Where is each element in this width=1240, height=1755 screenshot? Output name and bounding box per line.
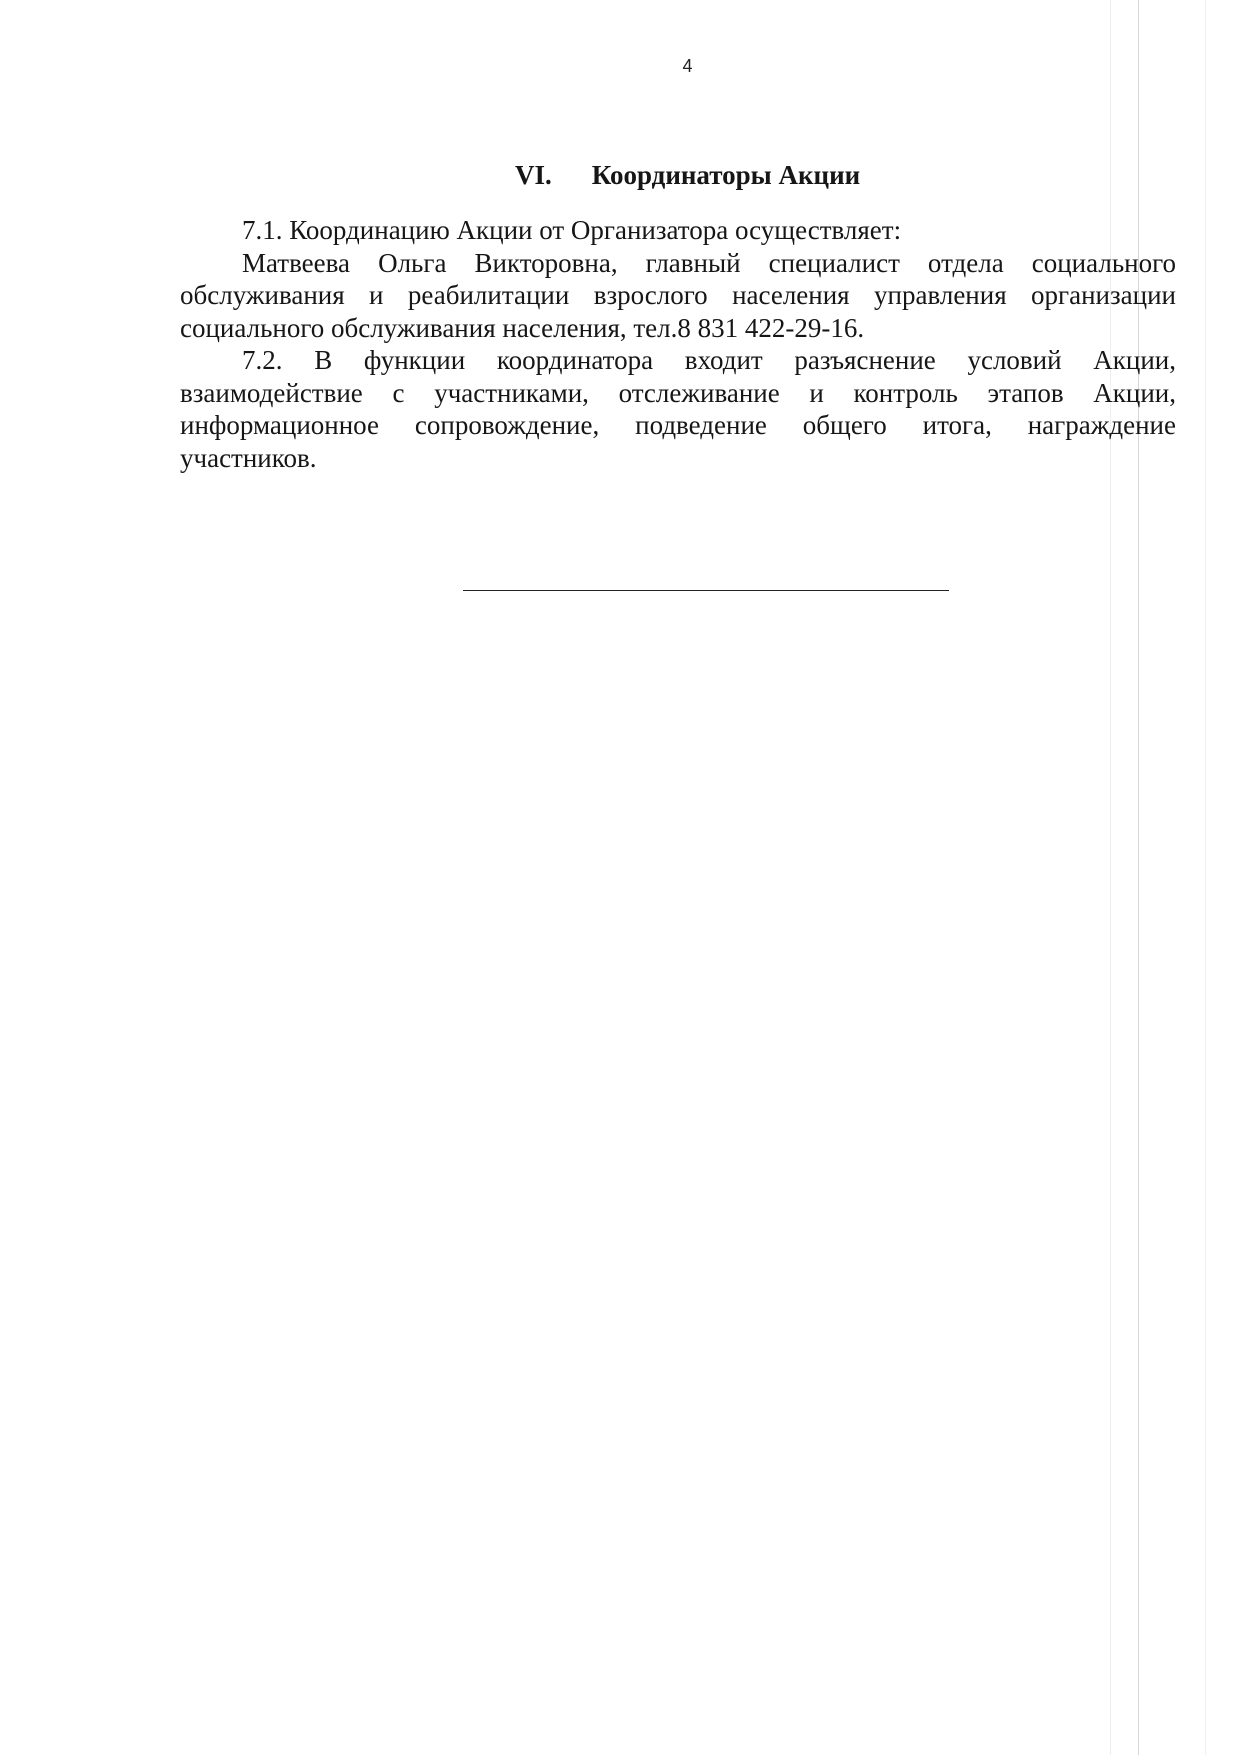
- paragraph-7-2-line: 7.2. В функции координатора входит разъяснение условий Акции,: [242, 345, 1176, 375]
- section-title: Координаторы Акции: [591, 160, 861, 190]
- section-heading: [515, 160, 860, 191]
- section-number: VI.: [515, 160, 552, 190]
- paragraph-line: участников.: [180, 442, 317, 473]
- paragraph-line: Матвеева Ольга Викторовна, главный специалист отдела социального: [242, 247, 1176, 278]
- paragraph-line: взаимодействие с участниками, отслеживание и контроль этапов Акции,: [180, 377, 1176, 408]
- paragraph-line: обслуживания и реабилитации взрослого населения управления организации: [180, 280, 1176, 310]
- paragraph-line: социального обслуживания населения, тел.8 831 422-29-16.: [180, 312, 865, 343]
- paragraph-line: информационное сопровождение, подведение общего итога, награждение: [180, 410, 1176, 440]
- body-text: [180, 214, 1176, 474]
- paragraph-7-1-line: 7.1. Координацию Акции от Организатора осуществляет:: [242, 215, 902, 245]
- page-number: 4: [682, 56, 693, 76]
- scan-edge-line: [1205, 0, 1206, 1755]
- end-of-document-rule: [463, 590, 949, 591]
